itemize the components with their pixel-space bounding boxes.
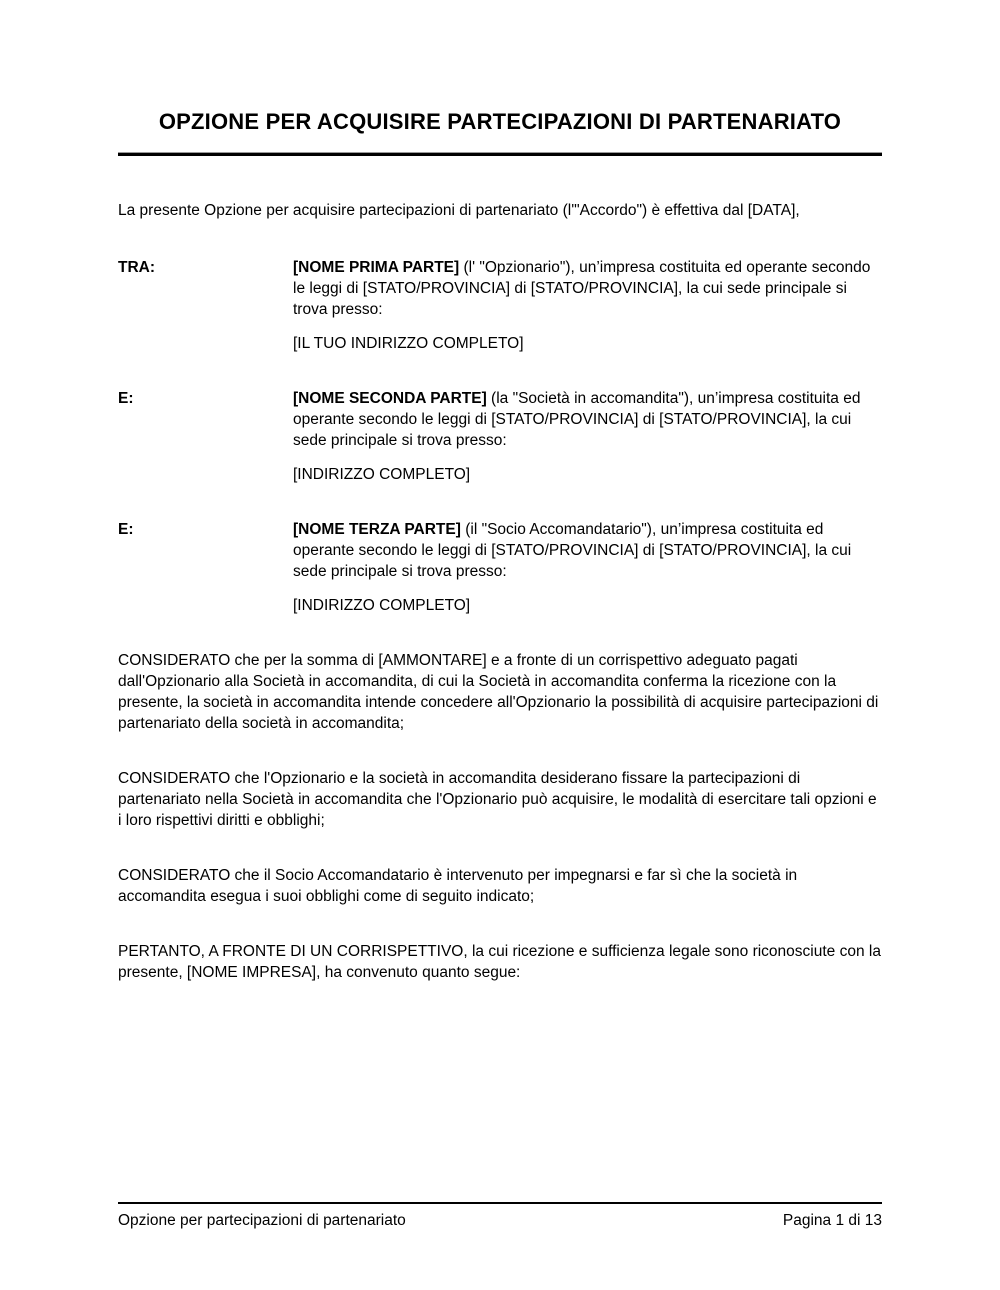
party-content — [293, 519, 882, 616]
party-description — [293, 257, 882, 320]
page-footer — [118, 1202, 882, 1231]
party-description — [293, 519, 882, 582]
party-address-placeholder: [IL TUO INDIRIZZO COMPLETO] — [293, 335, 524, 352]
footer-row — [118, 1211, 882, 1231]
party-name-placeholder: [NOME TERZA PARTE] — [293, 521, 461, 538]
intro-paragraph: La presente Opzione per acquisire partecipazioni di partenariato (l'"Accordo") è effettiva dal [DATA], — [118, 202, 800, 219]
party-description — [293, 388, 882, 451]
party-address-placeholder: [INDIRIZZO COMPLETO] — [293, 466, 471, 483]
recital-considerato-2: CONSIDERATO che l'Opzionario e la società in accomandita desiderano fissare la partecipazioni di partenariato nella Società in accomandita che l'Opzionario può acquisire, le modalità di esercitare tali opzioni e i loro rispettivi diritti e obblighi; — [118, 770, 877, 829]
recital-considerato-1: CONSIDERATO che per la somma di [AMMONTARE] e a fronte di un corrispettivo adeguato pagati dall'Opzionario alla Società in accomandita, di cui la Società in accomandita conferma la ricezione con la presente, la società in accomandita intende concedere all'Opzionario la possibilità di acquisire partecipazioni di partenariato della società in accomandita; — [118, 652, 879, 732]
footer-page-number: Pagina 1 di 13 — [782, 1212, 882, 1229]
footer-rule — [118, 1202, 882, 1204]
party-content — [293, 388, 882, 485]
party-description-text: (l' "Opzionario"), un’impresa costituita ed operante secondo le leggi di [STATO/PROVINCIA] di [STATO/PROVINCIA], la cui sede principale si trova presso: — [293, 259, 871, 318]
party-name-placeholder: [NOME PRIMA PARTE] — [293, 259, 460, 276]
party-description-text: (la "Società in accomandita"), un’impresa costituita ed operante secondo le leggi di [STATO/PROVINCIA] di [STATO/PROVINCIA], la cui sede principale si trova presso: — [293, 390, 861, 449]
party-row-e-third — [118, 519, 882, 616]
party-row-tra — [118, 257, 882, 354]
document-content — [118, 0, 882, 983]
party-label: E: — [118, 390, 134, 407]
party-address-placeholder: [INDIRIZZO COMPLETO] — [293, 597, 471, 614]
party-content — [293, 257, 882, 354]
party-label: E: — [118, 521, 134, 538]
recital-pertanto: PERTANTO, A FRONTE DI UN CORRISPETTIVO, la cui ricezione e sufficienza legale sono riconosciute con la presente, [NOME IMPRESA], ha convenuto quanto segue: — [118, 943, 881, 981]
title-rule — [118, 152, 882, 156]
party-label: TRA: — [118, 259, 156, 276]
footer-document-name: Opzione per partecipazioni di partenariato — [118, 1212, 406, 1229]
party-row-e-second — [118, 388, 882, 485]
recital-considerato-3: CONSIDERATO che il Socio Accomandatario è intervenuto per impegnarsi e far sì che la società in accomandita esegua i suoi obblighi come di seguito indicato; — [118, 867, 798, 905]
document-title: OPZIONE PER ACQUISIRE PARTECIPAZIONI DI PARTENARIATO — [158, 109, 842, 134]
party-description-text: (il "Socio Accomandatario"), un’impresa costituita ed operante secondo le leggi di [STATO/PROVINCIA] di [STATO/PROVINCIA], la cui sede principale si trova presso: — [293, 521, 852, 580]
party-name-placeholder: [NOME SECONDA PARTE] — [293, 390, 487, 407]
